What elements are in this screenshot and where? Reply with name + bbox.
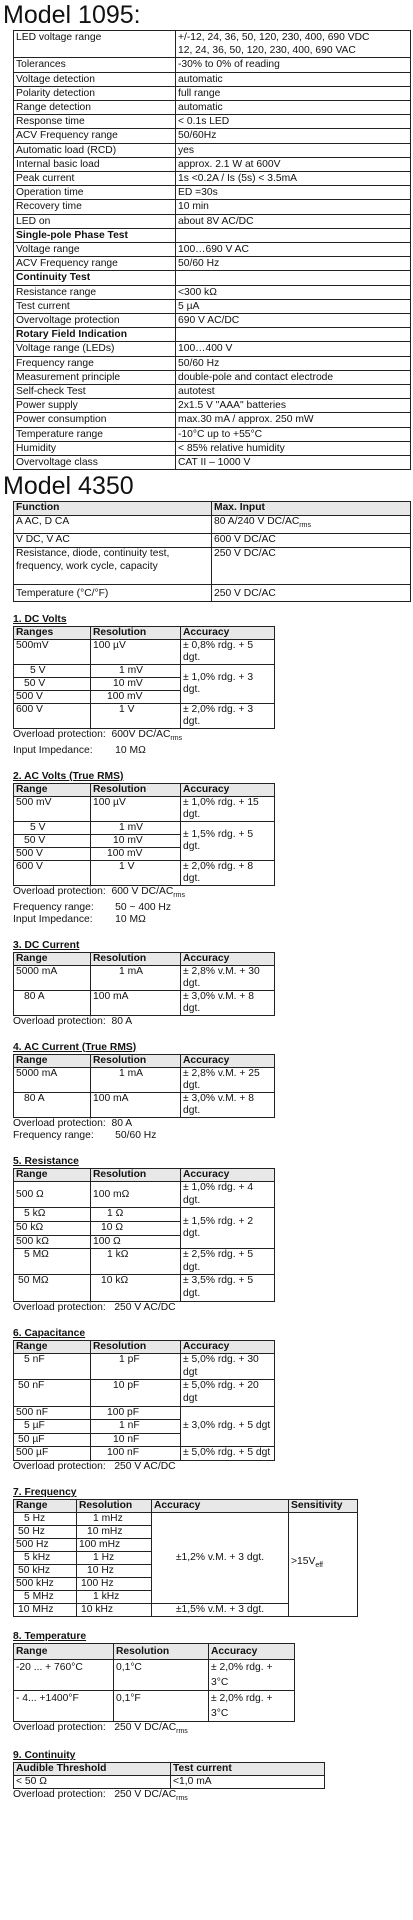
col-header: Range	[14, 1643, 114, 1659]
col-header: Accuracy	[152, 1499, 289, 1512]
spec-label: Overvoltage protection	[14, 314, 176, 328]
spec-value: approx. 2.1 W at 600V	[176, 157, 411, 171]
accuracy-cell: ± 0,8% rdg. + 5 dgt.	[181, 639, 275, 664]
accuracy-cell: ± 5,0% rdg. + 20 dgt	[181, 1380, 275, 1406]
col-header: Resolution	[91, 952, 181, 965]
accuracy-cell: ± 2,0% rdg. + 3°C	[209, 1659, 295, 1690]
frequency-note: Frequency range: 50/60 Hz	[13, 1129, 157, 1141]
spec-label: Voltage detection	[14, 72, 176, 86]
spec-value: 2x1.5 V "AAA" batteries	[176, 399, 411, 413]
model-1095-title: Model 1095:	[3, 1, 141, 29]
col-header: Accuracy	[181, 1168, 275, 1182]
spec-row	[14, 299, 411, 313]
accuracy-cell: ± 1,0% rdg. + 15 dgt.	[181, 796, 275, 821]
spec-label: Response time	[14, 115, 176, 129]
max-input-cell: 80 A/240 V $DC/AC_{rms}$	[212, 516, 411, 534]
range-cell: 5 Hz	[14, 1512, 77, 1525]
threshold-cell: < 50 Ω	[14, 1775, 171, 1788]
spec-label: Temperature range	[14, 427, 176, 441]
capacitance-section	[13, 1328, 413, 1473]
spec-label: Single-pole Phase Test	[14, 228, 176, 242]
temperature-table	[13, 1643, 295, 1722]
spec-label: Automatic load (RCD)	[14, 143, 176, 157]
accuracy-cell: ± 1,0% rdg. + 4 dgt.	[181, 1182, 275, 1208]
spec-label: Tolerances	[14, 58, 176, 72]
ac-volts-table	[13, 783, 275, 886]
spec-value: ED =30s	[176, 186, 411, 200]
spec-row	[14, 314, 411, 328]
col-header: Range	[14, 1168, 91, 1182]
range-cell: 500 nF	[14, 1406, 91, 1420]
col-header: Range	[14, 783, 91, 796]
spec-value: autotest	[176, 385, 411, 399]
function-header: Function	[14, 502, 212, 516]
range-cell: 500 V	[14, 690, 91, 703]
col-header: Test current	[171, 1762, 325, 1775]
spec-label: Operation time	[14, 186, 176, 200]
spec-row	[14, 399, 411, 413]
spec-row	[14, 342, 411, 356]
range-cell: -20 ... + 760°C	[14, 1659, 114, 1690]
resolution-cell: 10 kΩ	[91, 1275, 181, 1301]
resolution-cell: 100 Hz	[77, 1577, 152, 1590]
spec-value: +/-12, 24, 36, 50, 120, 230, 400, 690 VDC 12, 24, 36, 50, 120, 230, 400, 690 VAC	[176, 31, 411, 58]
spec-value	[176, 271, 411, 285]
spec-row	[14, 186, 411, 200]
spec-label: Internal basic load	[14, 157, 176, 171]
range-cell: 50 nF	[14, 1380, 91, 1406]
frequency-title: 7. Frequency	[13, 1486, 77, 1498]
resolution-cell: 100 mV	[91, 690, 181, 703]
overload-note: Overload protection: 80 A	[13, 1015, 133, 1027]
col-header: Range	[14, 1054, 91, 1067]
overload-note: Overload protection: 80 A	[13, 1117, 133, 1129]
function-table	[13, 501, 411, 601]
resolution-cell: 1 mV	[91, 664, 181, 677]
spec-label: Test current	[14, 299, 176, 313]
resolution-cell: 0,1°F	[114, 1690, 209, 1721]
spec-label: Rotary Field Indication	[14, 328, 176, 342]
accuracy-cell: ± 1,0% rdg. + 3 dgt.	[181, 664, 275, 703]
range-cell: 50 V	[14, 677, 91, 690]
accuracy-cell: ± 2,8% v.M. + 25 dgt.	[181, 1067, 275, 1092]
spec-value: automatic	[176, 72, 411, 86]
range-cell: 5 V	[14, 821, 91, 834]
spec-value: automatic	[176, 101, 411, 115]
resolution-cell: 1 kΩ	[91, 1249, 181, 1275]
spec-row	[14, 157, 411, 171]
spec-row	[14, 285, 411, 299]
model-4350-title: Model 4350	[3, 472, 134, 501]
accuracy-cell: ± 1,5% rdg. + 2 dgt.	[181, 1208, 275, 1249]
range-cell: 500 kΩ	[14, 1235, 91, 1249]
resolution-cell: 10 mV	[91, 834, 181, 847]
spec-label: Resistance range	[14, 285, 176, 299]
range-cell: 5 µF	[14, 1420, 91, 1434]
range-cell: 500 V	[14, 847, 91, 860]
resolution-cell: 10 kHz	[77, 1603, 152, 1616]
spec-row	[14, 86, 411, 100]
spec-value: about 8V AC/DC	[176, 214, 411, 228]
range-cell: 500 µF	[14, 1447, 91, 1461]
spec-value: yes	[176, 143, 411, 157]
accuracy-cell: ± 2,8% v.M. + 30 dgt.	[181, 965, 275, 990]
spec-value: max.30 mA / approx. 250 mW	[176, 413, 411, 427]
spec-row	[14, 115, 411, 129]
spec-row	[14, 172, 411, 186]
range-cell: 5 MHz	[14, 1590, 77, 1603]
resolution-cell: 100 mA	[91, 1092, 181, 1117]
range-cell: 50 MΩ	[14, 1275, 91, 1301]
spec-label: ACV Frequency range	[14, 257, 176, 271]
col-header: Resolution	[91, 1054, 181, 1067]
resolution-cell: 100 Ω	[91, 1235, 181, 1249]
resolution-cell: 100 mA	[91, 990, 181, 1015]
accuracy-cell: ± 3,5% rdg. + 5 dgt.	[181, 1275, 275, 1301]
overload-note: Overload protection: 250 V $DC/AC_{rms}$	[13, 1721, 188, 1735]
accuracy-cell: ± 2,5% rdg. + 5 dgt.	[181, 1249, 275, 1275]
model-1095-spec-table	[13, 30, 411, 470]
accuracy-cell: ± 5,0% rdg. + 5 dgt	[181, 1447, 275, 1461]
range-cell: 500 Ω	[14, 1182, 91, 1208]
accuracy-cell: ±1,5% v.M. + 3 dgt.	[152, 1603, 289, 1616]
spec-row	[14, 370, 411, 384]
dc-volts-table	[13, 626, 275, 729]
overload-note: Overload protection: 250 V $DC/AC_{rms}$	[13, 1788, 188, 1802]
spec-value: 5 µA	[176, 299, 411, 313]
spec-value: 50/60 Hz	[176, 356, 411, 370]
ac-volts-section	[13, 771, 413, 926]
spec-label: Frequency range	[14, 356, 176, 370]
spec-label: Continuity Test	[14, 271, 176, 285]
range-cell: 600 V	[14, 703, 91, 728]
spec-value: 100…690 V AC	[176, 243, 411, 257]
spec-label: Voltage range (LEDs)	[14, 342, 176, 356]
range-cell: 80 A	[14, 990, 91, 1015]
spec-section-row	[14, 271, 411, 285]
spec-row	[14, 456, 411, 470]
col-header: Resolution	[91, 1168, 181, 1182]
resolution-cell: 100 µV	[91, 796, 181, 821]
continuity-table	[13, 1762, 325, 1789]
spec-label: Polarity detection	[14, 86, 176, 100]
spec-label: Humidity	[14, 441, 176, 455]
spec-value: full range	[176, 86, 411, 100]
spec-label: LED voltage range	[14, 31, 176, 58]
temperature-title: 8. Temperature	[13, 1630, 87, 1642]
range-cell: 50 Hz	[14, 1525, 77, 1538]
resolution-cell: 10 mV	[91, 677, 181, 690]
spec-row	[14, 200, 411, 214]
resolution-cell: 0,1°C	[114, 1659, 209, 1690]
capacitance-table	[13, 1340, 275, 1461]
col-header: Resolution	[77, 1499, 152, 1512]
function-cell: Resistance, diode, continuity test, frequency, work cycle, capacity	[14, 547, 212, 584]
spec-label: Power supply	[14, 399, 176, 413]
range-cell: 500 kHz	[14, 1577, 77, 1590]
resolution-cell: 1 mHz	[77, 1512, 152, 1525]
range-cell: 5000 mA	[14, 1067, 91, 1092]
spec-row	[14, 427, 411, 441]
range-cell: 5 nF	[14, 1354, 91, 1380]
accuracy-cell: ± 1,5% rdg. + 5 dgt.	[181, 821, 275, 860]
spec-value: -10°C up to +55°C	[176, 427, 411, 441]
spec-value: CAT II – 1000 V	[176, 456, 411, 470]
col-header: Resolution	[91, 1340, 181, 1354]
overload-note: Overload protection: 250 V AC/DC	[13, 1460, 176, 1472]
resolution-cell: 10 nF	[91, 1433, 181, 1447]
spec-label: Recovery time	[14, 200, 176, 214]
range-cell: 500 Hz	[14, 1538, 77, 1551]
spec-label: Overvoltage class	[14, 456, 176, 470]
temperature-section	[13, 1631, 413, 1738]
spec-label: Range detection	[14, 101, 176, 115]
resolution-cell: 100 µV	[91, 639, 181, 664]
spec-label: ACV Frequency range	[14, 129, 176, 143]
accuracy-cell: ± 3,0% v.M. + 8 dgt.	[181, 990, 275, 1015]
spec-value: -30% to 0% of reading	[176, 58, 411, 72]
spec-row	[14, 441, 411, 455]
col-header: Accuracy	[181, 952, 275, 965]
spec-section-row	[14, 228, 411, 242]
resolution-cell: 1 mV	[91, 821, 181, 834]
spec-label: Peak current	[14, 172, 176, 186]
col-header: Resolution	[114, 1643, 209, 1659]
col-header: Accuracy	[181, 626, 275, 639]
continuity-title: 9. Continuity	[13, 1749, 76, 1761]
dc-volts-section	[13, 614, 413, 757]
resolution-cell: 100 mHz	[77, 1538, 152, 1551]
function-cell: Temperature (°C/°F)	[14, 584, 212, 601]
spec-value: 690 V AC/DC	[176, 314, 411, 328]
spec-value	[176, 228, 411, 242]
dc-current-section	[13, 940, 413, 1028]
range-cell: 5 MΩ	[14, 1249, 91, 1275]
spec-row	[14, 129, 411, 143]
spec-value: 50/60 Hz	[176, 257, 411, 271]
spec-label: LED on	[14, 214, 176, 228]
resolution-cell: 1 nF	[91, 1420, 181, 1434]
ac-volts-title: 2. AC Volts (True RMS)	[13, 770, 124, 782]
test-current-cell: <1,0 mA	[171, 1775, 325, 1788]
col-header: Ranges	[14, 626, 91, 639]
spec-label: Self-check Test	[14, 385, 176, 399]
resolution-cell: 1 V	[91, 860, 181, 885]
range-cell: 80 A	[14, 1092, 91, 1117]
accuracy-cell: ±1,2% v.M. + 3 dgt.	[152, 1512, 289, 1603]
resolution-cell: 1 kHz	[77, 1590, 152, 1603]
col-header: Accuracy	[181, 1340, 275, 1354]
resolution-cell: 1 mA	[91, 965, 181, 990]
spec-row	[14, 31, 411, 58]
spec-label: Measurement principle	[14, 370, 176, 384]
spec-value: 50/60Hz	[176, 129, 411, 143]
resolution-cell: 1 Hz	[77, 1551, 152, 1564]
range-cell: 5000 mA	[14, 965, 91, 990]
range-cell: 500mV	[14, 639, 91, 664]
col-header: Resolution	[91, 626, 181, 639]
spec-label: Voltage range	[14, 243, 176, 257]
ac-current-section	[13, 1042, 413, 1142]
range-cell: 50 µF	[14, 1433, 91, 1447]
impedance-note: Input Impedance: 10 MΩ	[13, 744, 146, 756]
spec-value: double-pole and contact electrode	[176, 370, 411, 384]
frequency-table	[13, 1499, 358, 1617]
max-input-cell: 250 V DC/AC	[212, 584, 411, 601]
continuity-section	[13, 1750, 413, 1805]
resolution-cell: 1 pF	[91, 1354, 181, 1380]
dc-volts-title: 1. DC Volts	[13, 613, 67, 625]
overload-note: Overload protection: 600V $DC/AC_{rms}$	[13, 728, 183, 742]
range-cell: 50 V	[14, 834, 91, 847]
col-header: Resolution	[91, 783, 181, 796]
spec-value	[176, 328, 411, 342]
range-cell: 5 kHz	[14, 1551, 77, 1564]
spec-row	[14, 413, 411, 427]
spec-row	[14, 214, 411, 228]
overload-note: Overload protection: 250 V AC/DC	[13, 1301, 176, 1313]
accuracy-cell: ± 2,0% rdg. + 3°C	[209, 1690, 295, 1721]
range-cell: 50 kHz	[14, 1564, 77, 1577]
resolution-cell: 100 mV	[91, 847, 181, 860]
ac-current-table	[13, 1054, 275, 1118]
spec-value: 1s <0.2A / Is (5s) < 3.5mA	[176, 172, 411, 186]
col-header: Range	[14, 1340, 91, 1354]
range-cell: 5 kΩ	[14, 1208, 91, 1222]
impedance-note: Input Impedance: 10 MΩ	[13, 913, 146, 925]
col-header: Accuracy	[181, 1054, 275, 1067]
spec-row	[14, 257, 411, 271]
col-header: Sensitivity	[289, 1499, 358, 1512]
frequency-section	[13, 1487, 413, 1617]
range-cell: 50 kΩ	[14, 1222, 91, 1236]
resistance-section	[13, 1156, 413, 1314]
range-cell: 10 MHz	[14, 1603, 77, 1616]
spec-row	[14, 143, 411, 157]
function-cell: V DC, V AC	[14, 533, 212, 547]
accuracy-cell: ± 3,0% rdg. + 5 dgt	[181, 1406, 275, 1447]
max-input-cell: 600 V DC/AC	[212, 533, 411, 547]
resistance-table	[13, 1168, 275, 1302]
max-input-cell: 250 V DC/AC	[212, 547, 411, 584]
spec-row	[14, 243, 411, 257]
overload-note: Overload protection: 600 V $DC/AC_{rms}$	[13, 885, 185, 899]
max-input-header: Max. Input	[212, 502, 411, 516]
accuracy-cell: ± 3,0% v.M. + 8 dgt.	[181, 1092, 275, 1117]
range-cell: 500 mV	[14, 796, 91, 821]
spec-value: < 85% relative humidity	[176, 441, 411, 455]
resolution-cell: 1 V	[91, 703, 181, 728]
col-header: Accuracy	[209, 1643, 295, 1659]
capacitance-title: 6. Capacitance	[13, 1327, 86, 1339]
resolution-cell: 100 nF	[91, 1447, 181, 1461]
resolution-cell: 100 pF	[91, 1406, 181, 1420]
frequency-note: Frequency range: 50 ~ 400 Hz	[13, 901, 171, 913]
spec-value: < 0.1s LED	[176, 115, 411, 129]
range-cell: 5 V	[14, 664, 91, 677]
resolution-cell: 10 pF	[91, 1380, 181, 1406]
dc-current-table	[13, 952, 275, 1016]
spec-label: Power consumption	[14, 413, 176, 427]
resolution-cell: 1 Ω	[91, 1208, 181, 1222]
spec-section-row	[14, 328, 411, 342]
col-header: Accuracy	[181, 783, 275, 796]
accuracy-cell: ± 5,0% rdg. + 30 dgt	[181, 1354, 275, 1380]
col-header: Range	[14, 952, 91, 965]
accuracy-cell: ± 2,0% rdg. + 3 dgt.	[181, 703, 275, 728]
spec-value: 100…400 V	[176, 342, 411, 356]
resolution-cell: 10 Ω	[91, 1222, 181, 1236]
resolution-cell: 10 mHz	[77, 1525, 152, 1538]
resolution-cell: 100 mΩ	[91, 1182, 181, 1208]
col-header: Audible Threshold	[14, 1762, 171, 1775]
resistance-title: 5. Resistance	[13, 1155, 79, 1167]
spec-row	[14, 58, 411, 72]
spec-value: 10 min	[176, 200, 411, 214]
spec-row	[14, 72, 411, 86]
dc-current-title: 3. DC Current	[13, 939, 80, 951]
resolution-cell: 10 Hz	[77, 1564, 152, 1577]
ac-current-title: 4. AC Current (True RMS)	[13, 1041, 137, 1053]
function-cell: A AC, D CA	[14, 516, 212, 534]
range-cell: 600 V	[14, 860, 91, 885]
sensitivity-cell: $>15V_{eff}$	[289, 1512, 358, 1616]
col-header: Range	[14, 1499, 77, 1512]
accuracy-cell: ± 2,0% rdg. + 8 dgt.	[181, 860, 275, 885]
range-cell: - 4... +1400°F	[14, 1690, 114, 1721]
spec-row	[14, 101, 411, 115]
spec-row	[14, 356, 411, 370]
resolution-cell: 1 mA	[91, 1067, 181, 1092]
spec-row	[14, 385, 411, 399]
spec-value: <300 kΩ	[176, 285, 411, 299]
